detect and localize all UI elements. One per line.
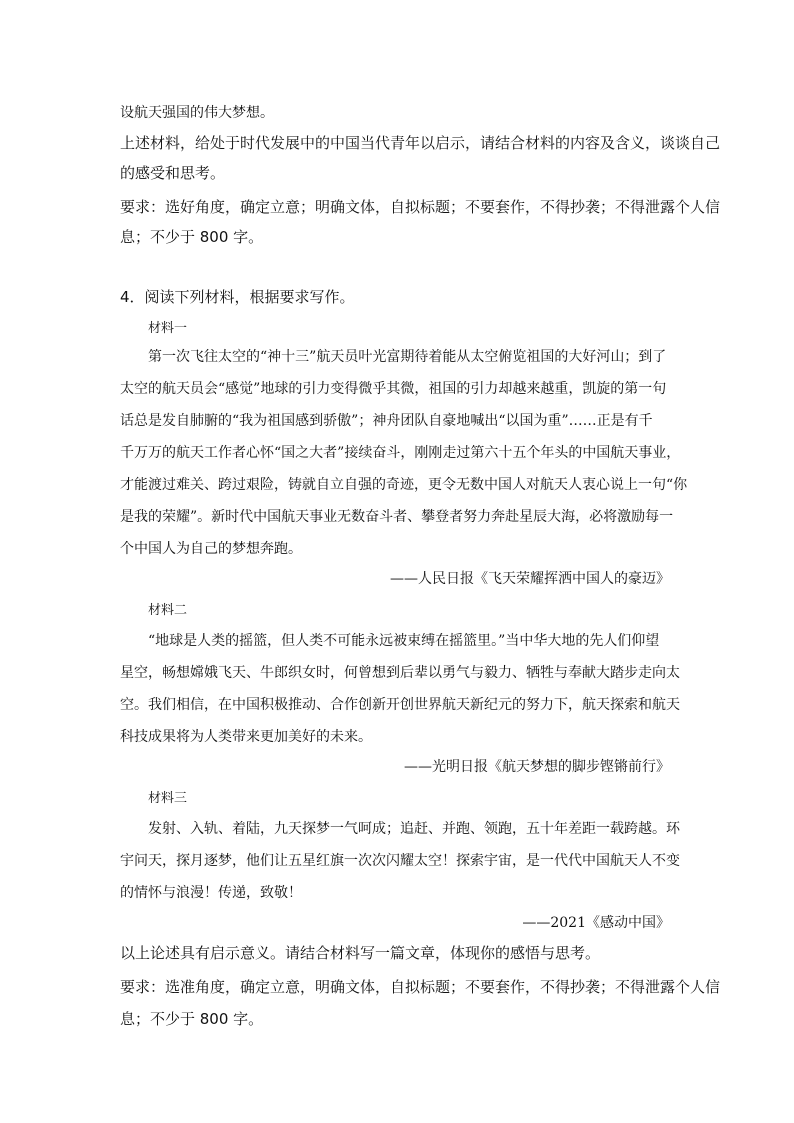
material-1-line-5: 才能渡过难关、跨过艰险，铸就自立自强的奇迹，更令无数中国人对航天人衷心说上一句“你	[120, 477, 688, 493]
material-1-line-7: 个中国人为自己的梦想奔跑。	[120, 541, 302, 557]
previous-prompt-line-1: 上述材料，给处于时代发展中的中国当代青年以启示，请结合材料的内容及含义，谈谈自己	[120, 134, 721, 152]
material-1-line-6: 是我的荣耀”。新时代中国航天事业无数奋斗者、攀登者努力奔赴星辰大海，必将激励每一	[120, 509, 674, 525]
material-2-line-4: 科技成果将为人类带来更加美好的未来。	[120, 729, 372, 745]
material-2-line-1: “地球是人类的摇篮，但人类不可能永远被束缚在摇篮里。”当中华大地的先人们仰望	[148, 633, 660, 649]
material-2-line-3: 空。我们相信，在中国积极推动、合作创新开创世界航天新纪元的努力下，航天探索和航天	[120, 697, 680, 713]
material-3-line-1: 发射、入轨、着陆，九天探梦一气呵成；追赶、并跑、领跑，五十年差距一载跨越。环	[148, 821, 680, 837]
question-4-prompt: 以上论述具有启示意义。请结合材料写一篇文章，体现你的感悟与思考。	[120, 944, 601, 962]
material-2-label: 材料二	[148, 603, 188, 618]
material-1-label: 材料一	[148, 321, 188, 336]
material-3-label: 材料三	[148, 791, 188, 806]
previous-requirements-line-2: 息；不少于 800 字。	[120, 228, 264, 246]
material-1-line-1: 第一次飞往太空的“神十三”航天员叶光富期待着能从太空俯览祖国的大好河山；到了	[148, 349, 667, 365]
material-3-line-3: 的情怀与浪漫！传递，致敬！	[120, 885, 302, 901]
material-2-line-2: 星空，畅想嫦娥飞天、牛郎织女时，何曾想到后辈以勇气与毅力、牺牲与奉献大踏步走向太	[120, 665, 680, 681]
question-4-requirements-line-1: 要求：选准角度，确定立意，明确文体，自拟标题；不要套作，不得抄袭；不得泄露个人信	[120, 978, 721, 996]
previous-question-tail: 设航天强国的伟大梦想。	[120, 105, 274, 121]
previous-prompt-line-2: 的感受和思考。	[120, 164, 226, 182]
previous-requirements-line-1: 要求：选好角度，确定立意；明确文体，自拟标题；不要套作，不得抄袭；不得泄露个人信	[120, 198, 721, 216]
material-2-source: ——光明日报《航天梦想的脚步铿锵前行》	[404, 759, 670, 775]
material-3-line-2: 宇问天，探月逐梦，他们让五星红旗一次次闪耀太空！探索宇宙，是一代代中国航天人不变	[120, 853, 680, 869]
material-1-source: ——人民日报《飞天荣耀挥洒中国人的豪迈》	[390, 571, 670, 587]
material-3-source: ——2021《感动中国》	[522, 915, 670, 931]
material-1-line-4: 千万万的航天工作者心怀“国之大者”接续奋斗，刚刚走过第六十五个年头的中国航天事业，	[120, 445, 681, 461]
question-4-requirements-line-2: 息；不少于 800 字。	[120, 1010, 264, 1028]
material-1-line-3: 话总是发自肺腑的“我为祖国感到骄傲”；神舟团队自豪地喊出“以国为重”……正是有千	[120, 413, 653, 429]
question-4-title: 4．阅读下列材料，根据要求写作。	[120, 288, 355, 306]
material-1-line-2: 太空的航天员会“感觉”地球的引力变得微乎其微，祖国的引力却越来越重，凯旋的第一句	[120, 381, 667, 397]
